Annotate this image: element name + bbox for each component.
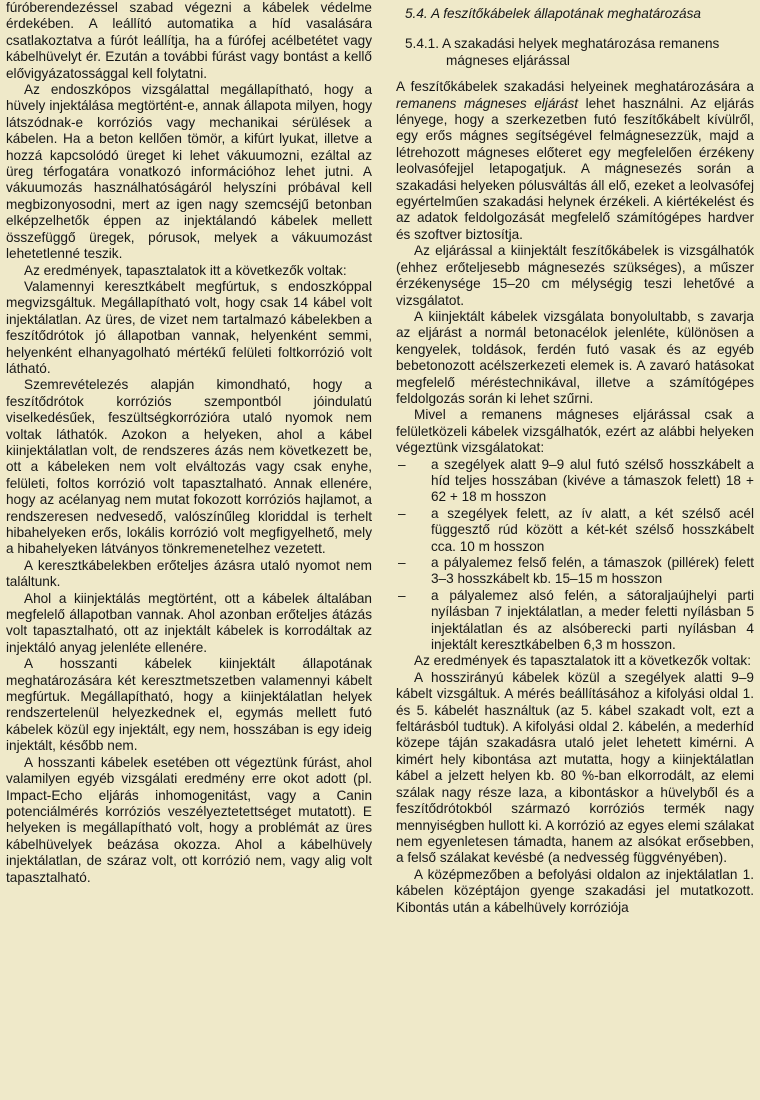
list-item-text: a pályalemez alsó felén, a sátoraljaújhelyi parti nyílásban 7 injektálatlan, a meder feletti nyílásban 5 injektálatlan és az alsóberecki parti nyílásban 4 injektált keresztkábelben 6,3 m hosszon. — [431, 587, 754, 653]
paragraph: A hosszanti kábelek kiinjektált állapotának meghatározására két keresztmetszetben valamennyi kábelt megfúrtuk. Megállapítható, hogy a kiinjektálatlan helyek rendszertelenül helyezkednek el, egymás mellett futó kábelek közül egy injektált, egy nem, hosszában is egy ideig injektált, később nem. — [6, 656, 372, 754]
paragraph — [396, 79, 754, 243]
list-dash: – — [398, 456, 406, 472]
list-item-text: a szegélyek felett, az ív alatt, a két szélső acél függesztő rúd között a két-két szélső hosszkábelt cca. 10 m hosszon — [431, 505, 754, 554]
list-item-text: a szegélyek alatt 9–9 alul futó szélső hosszkábelt a híd teljes hosszában (kivéve a támaszok felett) 18 + 62 + 18 m hosszon — [431, 456, 754, 505]
paragraph-text: A feszítőkábelek szakadási helyeinek meghatározására a — [396, 79, 754, 95]
left-column — [6, 0, 372, 886]
paragraph-text: lehet használni. Az eljárás lényege, hogy a szerkezetben futó feszítőkábelt kívülről, egy erős mágnes segítségével felmágnesezzük, majd a létrehozott mágneses előteret egy megfelelően érzékeny leolvasófejjel letapogatjuk. A mágnesezés során a szakadási helyeken pólusváltás áll elő, ezeket a leolvasófej egyértelműen szakadási helynek érzékeli. A kiértékelést és az adatok feldolgozását megfelelő számítógépes hardver és szoftver biztosítja. — [396, 95, 754, 242]
list-dash: – — [398, 505, 406, 521]
right-column — [396, 0, 754, 916]
paragraph: Az eredmények és tapasztalatok itt a következők voltak: — [414, 653, 751, 669]
list-item — [396, 588, 754, 654]
list-dash: – — [398, 587, 406, 603]
section-heading: 5.4. A feszítőkábelek állapotának meghatározása — [405, 6, 701, 21]
list-item — [396, 506, 754, 555]
paragraph: A kiinjektált kábelek vizsgálata bonyolultabb, s zavarja az eljárást a normál betonacélok jelenléte, különösen a kengyelek, toldások, ferdén futó vasak és az egyéb bebetonozott acélszerkezeti elemek is. A zavaró hatásokat megfelelő méréstechnikával, illetve a számítógépes feldolgozás során ki lehet szűrni. — [396, 308, 754, 406]
paragraph: A hosszirányú kábelek közül a szegélyek alatti 9–9 kábelt vizsgáltuk. A mérés beállításához a kifolyási oldal 1. és 5. kábelét használtuk (az 5. kábel szakadt volt, ezt a feltárásból tudtuk). A kifolyási oldal 2. kábelén, a mederhíd közepe táján szakadásra utaló jelet lehetett kimérni. A kimért hely kibontása azt mutatta, hogy a kiinjektálatlan kábel a jelzett helyen kb. 80 %-ban elkorrodált, az elemi szálak nagy része laza, a kibontáskor a hüvelyből és a feszítődrótokból származó korróziós termék nagy mennyiségben hullott ki. A korrózió az egyes elemi szálakat nem egyenletesen támadta, hanem az alsókat erősebben, a felső szálakat kevésbé (a nedvesség függvényében). — [396, 669, 754, 866]
paragraph: Mivel a remanens mágneses eljárással csak a felületközeli kábelek vizsgálhatók, ezért az alábbi helyeken végeztünk vizsgálatokat: — [396, 407, 754, 456]
subsection-heading: 5.4.1. A szakadási helyek meghatározása remanens mágneses eljárással — [405, 36, 720, 68]
list-item — [396, 555, 754, 588]
list-item-text: a pályalemez felső felén, a támaszok (pillérek) felett 3–3 hosszkábelt kb. 15–15 m hosszon — [431, 555, 754, 587]
paragraph: Az endoszkópos vizsgálattal megállapítható, hogy a hüvely injektálása megtörtént-e, annak állapota milyen, hogy látszódnak-e korróziós vagy mechanikai sérülések a kábelen. Ha a beton kellően tömör, a kifúrt lyukat, illetve a hozzá kapcsolódó üreget ki lehet vákuumozni, ezáltal az üreg térfogatára vonatkozó információhoz lehet jutni. A vákuumozás használhatóságáról helyszíni próbával kell megbizonyosodni, mert az igen nagy szemcséjű betonban elképzelhetők éppen az injektálandó kábelek mellett összefüggő üregek, pórusok, melyek a vákuumozást lehetetlenné teszik. — [6, 82, 372, 262]
paragraph: A hosszanti kábelek esetében ott végeztünk fúrást, ahol valamilyen egyéb vizsgálati eredmény erre okot adott (pl. Impact-Echo eljárás inhomogenitást, vagy a Canin potenciálmérés korróziós veszélyeztetettséget mutatott). E helyeken is megállapítható volt, hogy a problémát az üres kábelhüvelyek beázása okozza. Ahol a kábelhüvely injektálatlan, de száraz volt, ott korrózió nem, vagy alig volt tapasztalható. — [6, 754, 372, 885]
paragraph: Valamennyi keresztkábelt megfúrtuk, s endoszkóppal megvizsgáltuk. Megállapítható volt, hogy csak 14 kábel volt injektálatlan. Az üres, de vizet nem tartalmazó kábelekben a feszítődrótok jó állapotban vannak, helyenként semmi, helyenként elhanyagolható mértékű felületi foltkorrózió volt látható. — [6, 278, 372, 376]
paragraph: Az eljárással a kiinjektált feszítőkábelek is vizsgálhatók (ehhez erőteljesebb mágnesezés szükséges), a műszer érzékenysége 15–20 cm mélységig teszi lehetővé a vizsgálatot. — [396, 243, 754, 308]
paragraph: Ahol a kiinjektálás megtörtént, ott a kábelek általában megfelelő állapotban vannak. Ahol azonban erőteljes átázás volt tapasztalható, ott az injektált kábelek is korrodáltak az injektáló anyag jelenléte ellenére. — [6, 590, 372, 655]
list-dash: – — [398, 555, 406, 570]
paragraph: A középmezőben a befolyási oldalon az injektálatlan 1. kábelen középtájon gyenge szakadási jel mutatkozott. Kibontás után a kábelhüvely korróziója — [396, 866, 754, 915]
list-item — [396, 457, 754, 506]
paragraph: fúróberendezéssel szabad végezni a kábelek védelme érdekében. A leállító automatika a híd vasalására csatlakoztatva a fúrót leállítja, ha a fúrófej acélbetétet vagy kábelhüvelyt ér. Ezután a további fúrást vagy bontást a kellő elővigyázatossággal kell folytatni. — [6, 0, 372, 81]
paragraph: Szemrevételezés alapján kimondható, hogy a feszítődrótok korróziós szempontból jóindulatú viselkedésűek, feszültségkorrózióra utaló nyomok nem voltak láthatók. Azokon a helyeken, ahol a kábel kiinjektálatlan volt, de rendszeres ázás nem következett be, ott a kábeleken nem volt elváltozás vagy csak enyhe, felületi, foltos korrózió volt tapasztalható. Annak ellenére, hogy az acélanyag nem mutat fokozott korróziós hajlamot, a rendszeresen nedvesedő, valószínűleg kloriddal is terhelt hibahelyeken erős, lokális korrózió volt megfigyelhető, mely a hibahelyeken látványos tönkremenetelhez vezetett. — [6, 377, 372, 557]
method-name-italic: remanens mágneses eljárást — [396, 95, 579, 111]
paragraph: A keresztkábelekben erőteljes ázásra utaló nyomot nem találtunk. — [6, 557, 372, 590]
dash-list — [396, 457, 754, 654]
paragraph: Az eredmények, tapasztalatok itt a következők voltak: — [24, 262, 347, 278]
